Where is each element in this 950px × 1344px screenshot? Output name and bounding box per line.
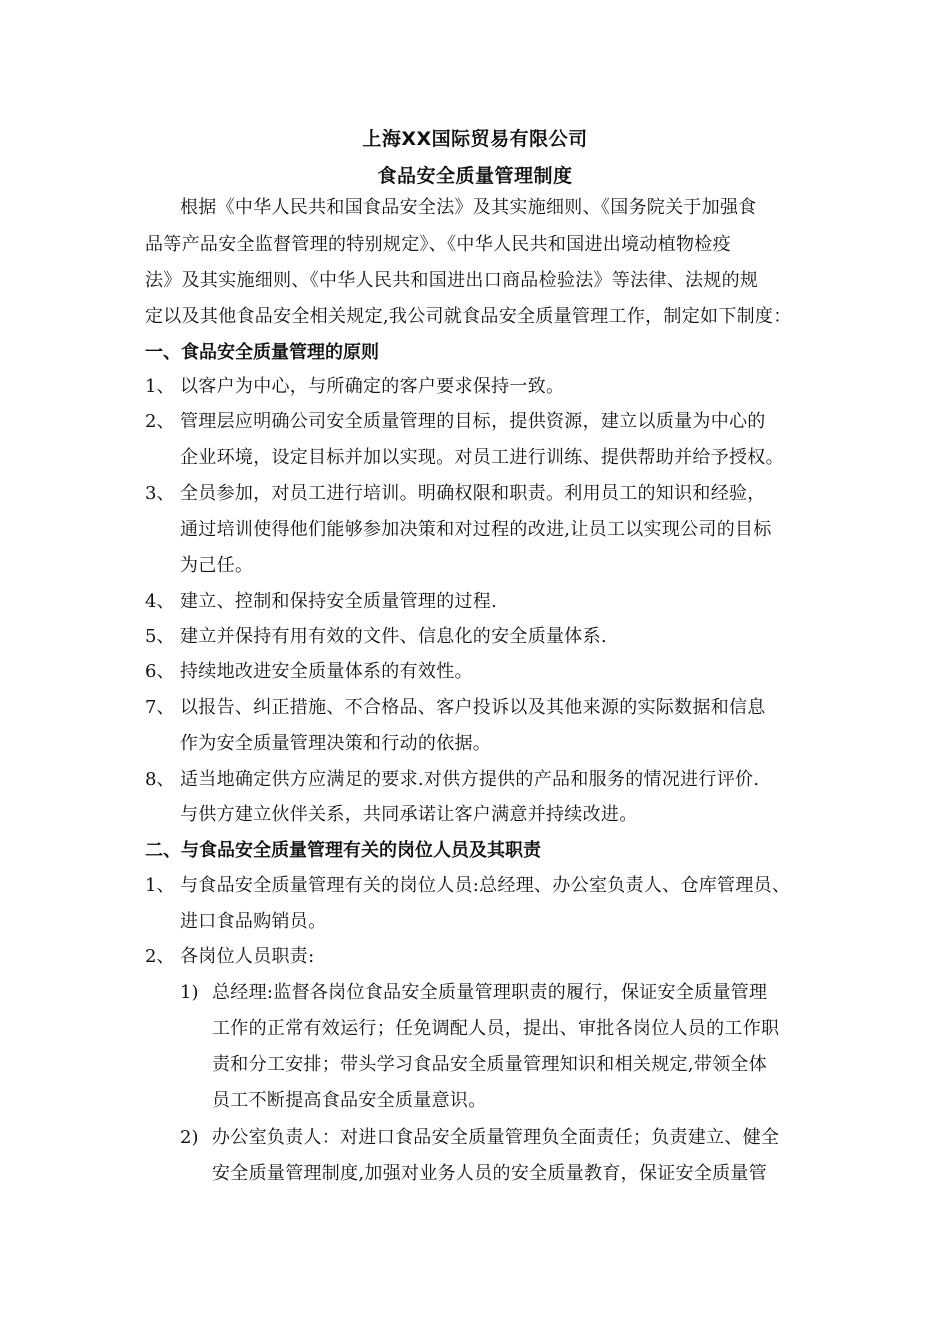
item-line: 企业环境，设定目标并加以实现。对员工进行训练、提供帮助并给予授权。: [180, 447, 784, 468]
item-line: 作为安全质量管理决策和行动的依据。: [180, 733, 492, 754]
item-number: 4、: [145, 591, 175, 612]
item-number: 2、: [145, 411, 175, 432]
item-line: 管理层应明确公司安全质量管理的目标，提供资源，建立以质量为中心的: [180, 411, 766, 432]
item-line: 建立并保持有用有效的文件、信息化的安全质量体系.: [180, 626, 607, 647]
item-line: 与食品安全质量管理有关的岗位人员:总经理、办公室负责人、仓库管理员、: [180, 875, 791, 896]
subitem-line: 工作的正常有效运行；任免调配人员，提出、审批各岗位人员的工作职: [212, 1018, 780, 1039]
subitem-line: 责和分工安排；带头学习食品安全质量管理知识和相关规定,带领全体: [212, 1054, 768, 1075]
item-number: 7、: [145, 697, 175, 718]
subitem-line: 员工不断提高食品安全质量意识。: [212, 1090, 487, 1111]
subitem-number: 1): [180, 982, 199, 1003]
section-heading: 一、食品安全质量管理的原则: [145, 342, 379, 363]
subitem-line: 安全质量管理制度,加强对业务人员的安全质量教育，保证安全质量管: [212, 1163, 768, 1184]
subitem-line: 总经理:监督各岗位食品安全质量管理职责的履行，保证安全质量管理: [212, 982, 768, 1003]
item-line: 为己任。: [180, 555, 254, 576]
subitem-line: 办公室负责人：对进口食品安全质量管理负全面责任；负责建立、健全: [212, 1127, 780, 1148]
item-line: 通过培训使得他们能够参加决策和对过程的改进,让员工以实现公司的目标: [180, 519, 772, 540]
item-number: 1、: [145, 875, 175, 896]
intro-line: 根据《中华人民共和国食品安全法》及其实施细则、《国务院关于加强食: [180, 197, 757, 218]
item-line: 全员参加，对员工进行培训。明确权限和职责。利用员工的知识和经验，: [180, 483, 766, 504]
item-line: 各岗位人员职责:: [180, 946, 315, 967]
subitem-number: 2): [180, 1127, 199, 1148]
item-number: 6、: [145, 661, 175, 682]
item-number: 3、: [145, 483, 175, 504]
item-line: 适当地确定供方应满足的要求.对供方提供的产品和服务的情况进行评价.: [180, 769, 760, 790]
document-title: 食品安全质量管理制度: [377, 165, 573, 187]
item-number: 1、: [145, 376, 175, 397]
item-line: 建立、控制和保持安全质量管理的过程.: [180, 591, 498, 612]
item-number: 2、: [145, 946, 175, 967]
item-line: 持续地改进安全质量体系的有效性。: [180, 661, 473, 682]
section-heading: 二、与食品安全质量管理有关的岗位人员及其职责: [145, 840, 541, 861]
item-number: 8、: [145, 769, 175, 790]
item-line: 进口食品购销员。: [180, 911, 327, 932]
item-line: 与供方建立伙伴关系，共同承诺让客户满意并持续改进。: [180, 804, 638, 825]
intro-line: 品等产品安全监督管理的特别规定》、《中华人民共和国进出境动植物检疫: [145, 234, 731, 255]
item-line: 以报告、纠正措施、不合格品、客户投诉以及其他来源的实际数据和信息: [180, 697, 766, 718]
intro-line: 定以及其他食品安全相关规定,我公司就食品安全质量管理工作，制定如下制度：: [145, 306, 792, 327]
company-title: 上海XX国际贸易有限公司: [362, 128, 588, 150]
item-number: 5、: [145, 626, 175, 647]
item-line: 以客户为中心，与所确定的客户要求保持一致。: [180, 376, 565, 397]
intro-line: 法》及其实施细则、《中华人民共和国进出口商品检验法》等法律、法规的规: [145, 270, 759, 291]
